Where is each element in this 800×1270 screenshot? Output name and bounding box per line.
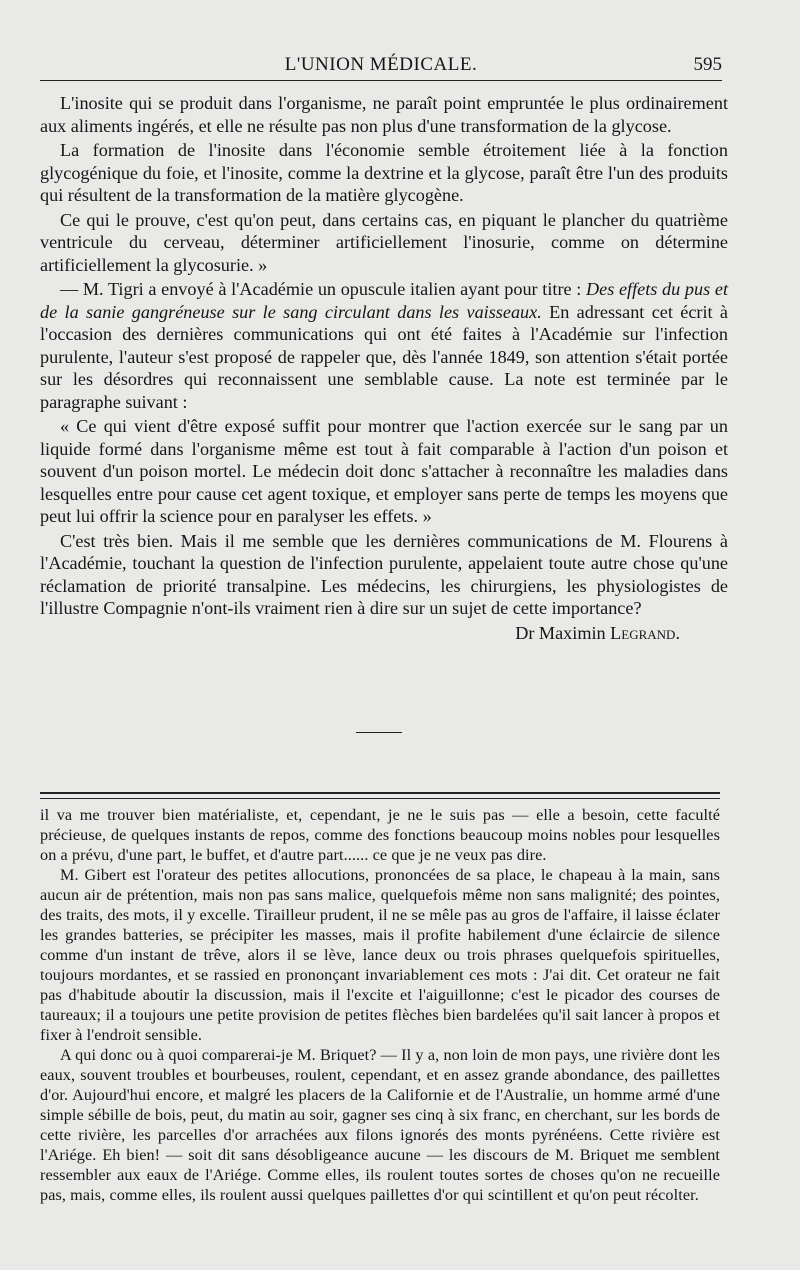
tigri-rest: En adressant cet écrit à l'occasion des dernières communications qui ont été faites à l'Académie sur l'infection purulente, l'auteur s'est proposé de rappeler que, dès l'année 1849, son attention s'était portée sur les désordres qui reconnaissent une semblable cause. La note est terminée par le paragraphe suivant : [40,301,729,412]
signature-name: Legrand. [610,622,680,643]
main-article [40,92,728,644]
page-number: 595 [693,54,722,75]
signature-prefix: Dr Maximin [515,622,611,643]
tigri-intro: — M. Tigri a envoyé à l'Académie un opuscule italien ayant pour titre : [60,279,586,299]
running-title: L'UNION MÉDICALE. [284,54,478,75]
feuilleton-paragraph-gibert: M. Gibert est l'orateur des petites allocutions, prononcées de sa place, le chapeau à la main, sans aucun air de prétention, mais non pas sans malice, quelquefois même non sans malignité; des pointes, des traits, des mots, il y excelle. Tirailleur prudent, il ne se mêle pas au gros de l'affaire, il laisse éclater les grandes batteries, se précipiter les masses, mais il profite habilement d'une éclaircie de silence comme d'un instant de trêve, alors il se lève, lance deux ou trois phrases quelquefois spirituelles, toujours mordantes, et se rassied en prononçant invariablement ces mots : J'ai dit. Cet orateur ne fait pas d'habitude aboutir la discussion, mais il l'excite et l'aiguillonne; c'est le picador des courses de taureaux; il a toujours une petite provision de petites flèches bien bardelées qu'il sait lancer à propos et fixer à l'endroit sensible. [40,866,720,1044]
feuilleton-paragraph-1: il va me trouver bien matérialiste, et, cependant, je ne le suis pas — elle a besoin, cette faculté précieuse, de quelques instants de repos, comme des fonctions beaucoup moins nobles pour lesquelles on a prévu, d'une part, le buffet, et d'autre part...... ce que je ne veux pas dire. [40,806,720,864]
opuscule-title: Des effets du pus et de la sanie gangréneuse sur le sang circulant dans les vaisseaux. [40,279,728,322]
feuilleton-paragraph-briquet: A qui donc ou à quoi comparerai-je M. Briquet? — Il y a, non loin de mon pays, une rivière dont les eaux, souvent troubles et bourbeuses, roulent, cependant, et en assez grande abondance, des paillettes d'or. Aujourd'hui encore, et malgré les placers de la Californie et de l'Australie, un homme armé d'une simple sébille de bois, peut, du matin au soir, gagner ses cinq à six franc, en cherchant, sur les bords de cette rivière, les parcelles d'or arrachées aux filons ignorés des monts pyrénéens. Cette rivière est l'Ariége. Eh bien! — soit dit sans désobligeance aucune — les discours de M. Briquet me semblent ressembler aux eaux de l'Ariége. Comme elles, ils roulent toutes sortes de choses qu'on ne recueille pas, mais, comme elles, ils roulent aussi quelques paillettes d'or qui scintillent et qu'on peut récolter. [40,1046,720,1204]
page-header [40,52,722,81]
paragraph-inosite: L'inosite qui se produit dans l'organisme, ne paraît point empruntée le plus ordinairement aux aliments ingérés, et elle ne résulte pas non plus d'une transformation de la glycose. [40,93,728,136]
paragraph-inosurie: Ce qui le prouve, c'est qu'on peut, dans certains cas, en piquant le plancher du quatrième ventricule du cerveau, déterminer artificiellement l'inosurie, comme on détermine artificiellement la glycosurie. » [40,209,728,275]
section-divider [356,732,402,733]
feuilleton-section [40,805,720,1205]
paragraph-quotation: « Ce qui vient d'être exposé suffit pour montrer que l'action exercée sur le sang par un liquide formé dans l'organisme même est tout à fait comparable à l'action d'un poison et souvent d'un poison mortel. Le médecin doit donc s'attacher à reconnaître les maladies dans lesquelles entre pour cause cet agent toxique, et employer sans perte de temps les moyens que peut lui offrir la science pour en paralyser les effets. » [40,416,728,526]
paragraph-commentary: C'est très bien. Mais il me semble que les dernières communications de M. Flourens à l'Académie, touchant la question de l'infection purulente, appelaient toute autre chose qu'une réclamation de priorité transalpine. Les médecins, les chirurgiens, les physiologistes de l'illustre Compagnie n'ont-ils vraiment rien à dire sur un sujet de cette importance? [40,530,728,618]
paragraph-glycogenic: La formation de l'inosite dans l'économie semble étroitement liée à la fonction glycogénique du foie, et l'inosite, comme la dextrine et la glycose, paraît être l'un des produits qui résultent de la transformation de la matière glycogène. [40,140,728,205]
feuilleton-separator [40,792,720,799]
author-signature [40,622,728,645]
paragraph-tigri [40,278,728,413]
